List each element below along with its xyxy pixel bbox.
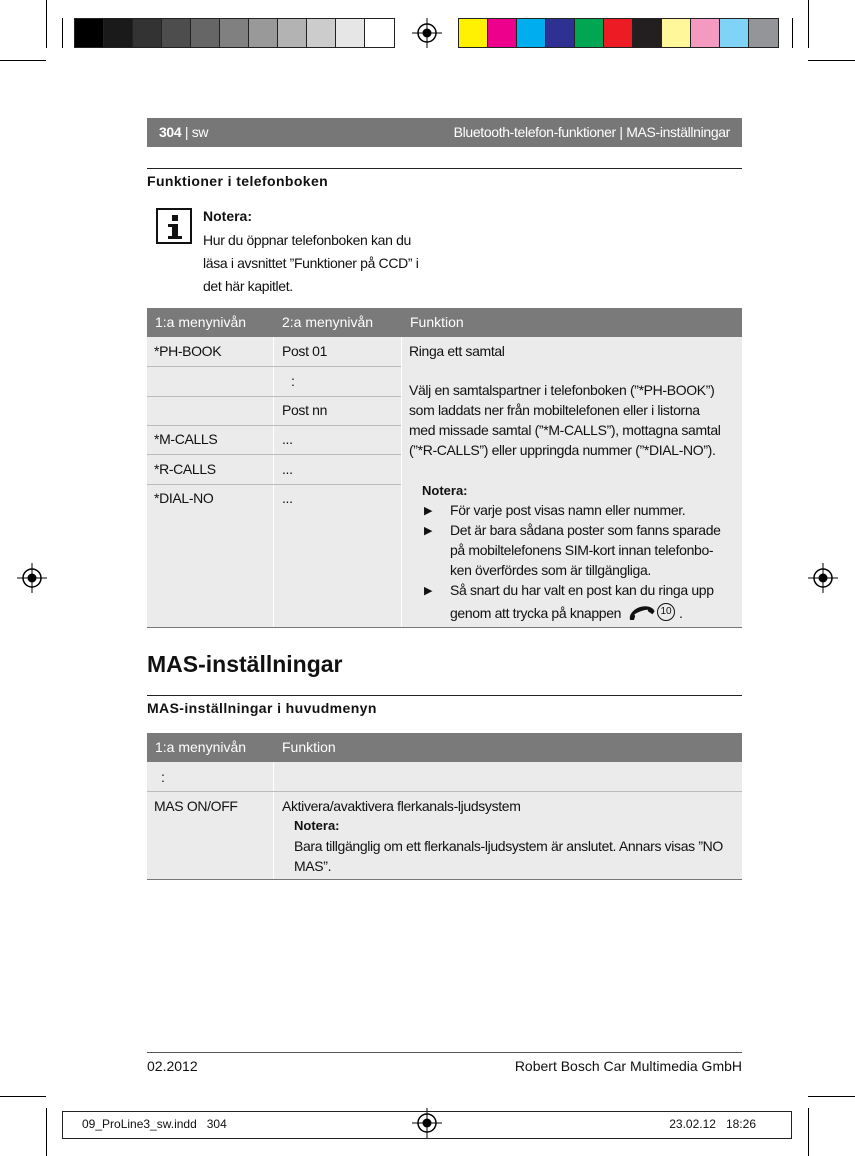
column-header: 1:a menynivån [155,739,247,755]
color-swatch [191,19,220,47]
function-title: Ringa ett samtal [409,343,505,359]
bullet-text: ken överfördes som är tillgängliga. [450,562,651,578]
column-header: 1:a menynivån [155,314,247,330]
table-cell: Post 01 [282,343,328,359]
cmyk-color-bar [458,18,779,48]
column-header: Funktion [410,314,464,330]
footer-company: Robert Bosch Car Multimedia GmbH [514,1058,742,1074]
row-divider [147,425,401,426]
color-swatch [162,19,191,47]
phone-handset-icon [626,602,656,620]
color-swatch [459,19,488,47]
column-header: Funktion [282,739,336,755]
page-header [147,118,742,147]
function-line: med missade samtal (”*M-CALLS”), mottagna samtal [409,422,721,438]
crop-mark [0,1096,46,1097]
color-swatch [249,19,278,47]
note-title: Notera: [294,818,340,833]
column-header: 2:a menynivån [282,314,374,330]
table-cell: *PH-BOOK [154,343,222,359]
table-header [147,308,742,337]
color-swatch [336,19,365,47]
row-divider [147,366,401,367]
row-divider [147,484,401,485]
registration-mark-icon [412,18,442,48]
table-header [147,733,742,762]
bullet-text: Det är bara sådana poster som fanns sparade [450,522,721,538]
note-line: det här kapitlet. [203,278,293,294]
table-body [147,762,742,879]
row-divider [147,454,401,455]
color-swatch [75,19,104,47]
table-cell: Post nn [282,402,328,418]
function-line: (”*R-CALLS”) eller uppringda nummer (”*DIAL-NO”). [409,442,716,458]
crop-mark [46,0,47,48]
bullet-text: Så snart du har valt en post kan du ringa upp [450,582,714,598]
note-line: läsa i avsnittet ”Funktioner på CCD” i [203,255,419,271]
crop-mark [808,1096,855,1097]
crop-mark [792,18,793,48]
color-swatch [575,19,604,47]
divider [147,1052,742,1053]
table-cell: ... [282,490,293,506]
bullet-text: genom att trycka på knappen [450,605,622,621]
table-cell: *M-CALLS [154,431,218,447]
color-swatch [365,19,394,47]
table-bottom-rule [147,879,742,880]
function-line: som laddats ner från mobiltelefonen eller i listorna [409,402,700,418]
header-section-title: Bluetooth-telefon-funktioner | MAS-inställningar [453,124,730,140]
table-bottom-rule [147,627,742,628]
slug-timestamp: 23.02.12 18:26 [669,1117,756,1131]
column-divider [273,337,274,627]
table-cell: *DIAL-NO [154,490,214,506]
color-swatch [691,19,720,47]
note-line: Hur du öppnar telefonboken kan du [203,232,411,248]
note-title: Notera: [203,208,253,224]
note-line: Bara tillgänglig om ett flerkanals-ljudsystem är anslutet. Annars visas ”NO [294,838,723,854]
registration-mark-icon [17,563,47,593]
color-swatch [307,19,336,47]
color-swatch [546,19,575,47]
table-cell: : [161,769,165,785]
color-swatch [133,19,162,47]
table-cell: : [291,373,295,389]
crop-mark [46,1108,47,1156]
crop-mark [808,0,809,48]
color-swatch [220,19,249,47]
grey-color-bar [74,18,395,48]
footer-date: 02.2012 [147,1058,198,1074]
section-heading: Funktioner i telefonboken [147,173,329,189]
table-cell: MAS ON/OFF [154,798,238,814]
slug-filename: 09_ProLine3_sw.indd 304 [82,1117,227,1131]
table-cell: Aktivera/avaktivera flerkanals-ljudsystem [282,798,521,814]
color-swatch [517,19,546,47]
crop-mark [0,60,46,61]
crop-mark [62,18,63,48]
info-icon [156,208,192,244]
key-number-badge: 10 [657,603,675,621]
color-swatch [749,19,778,47]
bullet-arrow-icon: ▶ [424,585,433,597]
divider [147,168,742,169]
bullet-text: på mobiltelefonens SIM-kort innan telefonbo- [450,542,714,558]
registration-mark-icon [808,563,838,593]
note-line: MAS”. [294,858,332,874]
crop-mark [808,1108,809,1156]
row-divider [147,396,401,397]
color-swatch [104,19,133,47]
color-swatch [488,19,517,47]
bullet-arrow-icon: ▶ [424,525,433,537]
bullet-arrow-icon: ▶ [424,505,433,517]
color-swatch [604,19,633,47]
color-swatch [633,19,662,47]
table-cell: ... [282,461,293,477]
page-number: 304 | sw [159,124,209,140]
column-divider [401,337,402,627]
table-cell: ... [282,431,293,447]
divider [147,695,742,696]
note-title: Notera: [422,483,468,498]
color-swatch [278,19,307,47]
sentence-end: . [679,605,683,621]
color-swatch [662,19,691,47]
crop-mark [808,60,855,61]
table-cell: *R-CALLS [154,461,216,477]
column-divider [273,762,274,879]
page-title: MAS-inställningar [147,651,343,677]
color-swatch [720,19,749,47]
function-line: Välj en samtalspartner i telefonboken (”*PH-BOOK”) [409,382,715,398]
row-divider [147,791,742,792]
bullet-text: För varje post visas namn eller nummer. [450,502,686,518]
section-heading: MAS-inställningar i huvudmenyn [147,700,377,716]
